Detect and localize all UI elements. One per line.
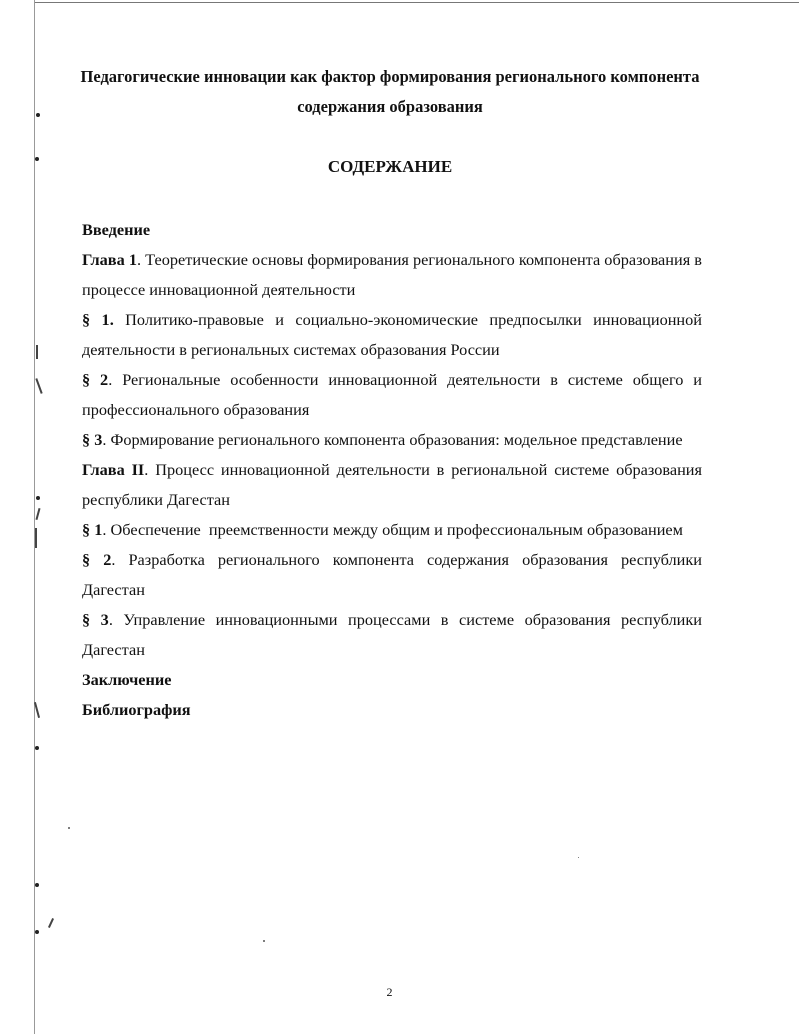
section-title: Политико-правовые и социально-экономические предпосылки инновационной деятельности в региональных системах образования России: [82, 310, 702, 359]
toc-entry-ch2-section-2: [82, 545, 702, 605]
scan-mark: [48, 918, 54, 928]
scan-speck: [578, 857, 579, 858]
section-label: § 2: [82, 370, 109, 389]
toc-entry-ch1-section-1: [82, 305, 702, 365]
section-title: . Региональные особенности инновационной деятельности в системе общего и профессионального образования: [82, 370, 702, 419]
scan-dot: [36, 113, 40, 117]
scan-dot: [35, 746, 39, 750]
scan-dot: [35, 157, 39, 161]
scan-speck: [263, 940, 265, 942]
toc-heading: СОДЕРЖАНИЕ: [327, 157, 453, 176]
section-label: § 3: [82, 430, 103, 449]
toc-entry-introduction: Введение: [82, 220, 151, 239]
toc-entry-ch1-section-2: [82, 365, 702, 425]
section-label: § 2: [82, 550, 112, 569]
toc-entry-chapter-1: [82, 245, 702, 305]
document-title: Педагогические инновации как фактор формирования регионального компонента содержания образования: [80, 67, 700, 116]
scan-mark: [36, 345, 38, 359]
table-of-contents: [82, 215, 702, 725]
chapter-title: . Теоретические основы формирования регионального компонента образования в процессе инновационной деятельности: [82, 250, 702, 299]
chapter-title: . Процесс инновационной деятельности в региональной системе образования республики Дагестан: [82, 460, 702, 509]
scan-dot: [35, 930, 39, 934]
scan-mark: [35, 508, 40, 520]
section-title: . Управление инновационными процессами в системе образования республики Дагестан: [82, 610, 702, 659]
toc-entry-ch2-section-1: [82, 515, 702, 545]
toc-entry-ch2-section-3: [82, 605, 702, 665]
scan-mark: [35, 378, 42, 394]
scan-mark: [35, 528, 37, 548]
scan-dot: [35, 883, 39, 887]
section-title: . Формирование регионального компонента образования: модельное представление: [102, 430, 683, 449]
scan-left-edge: [34, 0, 35, 1034]
toc-entry-conclusion: Заключение: [82, 670, 172, 689]
scan-dot: [36, 496, 40, 500]
toc-entry-chapter-2: [82, 455, 702, 515]
chapter-label: Глава 1: [82, 250, 137, 269]
scan-top-rule: [34, 2, 799, 3]
page-number: 2: [386, 985, 393, 999]
toc-entry-ch1-section-3: [82, 425, 702, 455]
section-label: § 1.: [82, 310, 114, 329]
scan-speck: [68, 827, 70, 829]
section-label: § 1: [82, 520, 103, 539]
section-label: § 3: [82, 610, 109, 629]
section-title: . Разработка регионального компонента содержания образования республики Дагестан: [82, 550, 702, 599]
section-title: . Обеспечение преемственности между общим и профессиональным образованием: [102, 520, 683, 539]
chapter-label: Глава II: [82, 460, 145, 479]
toc-entry-bibliography: Библиография: [82, 700, 191, 719]
